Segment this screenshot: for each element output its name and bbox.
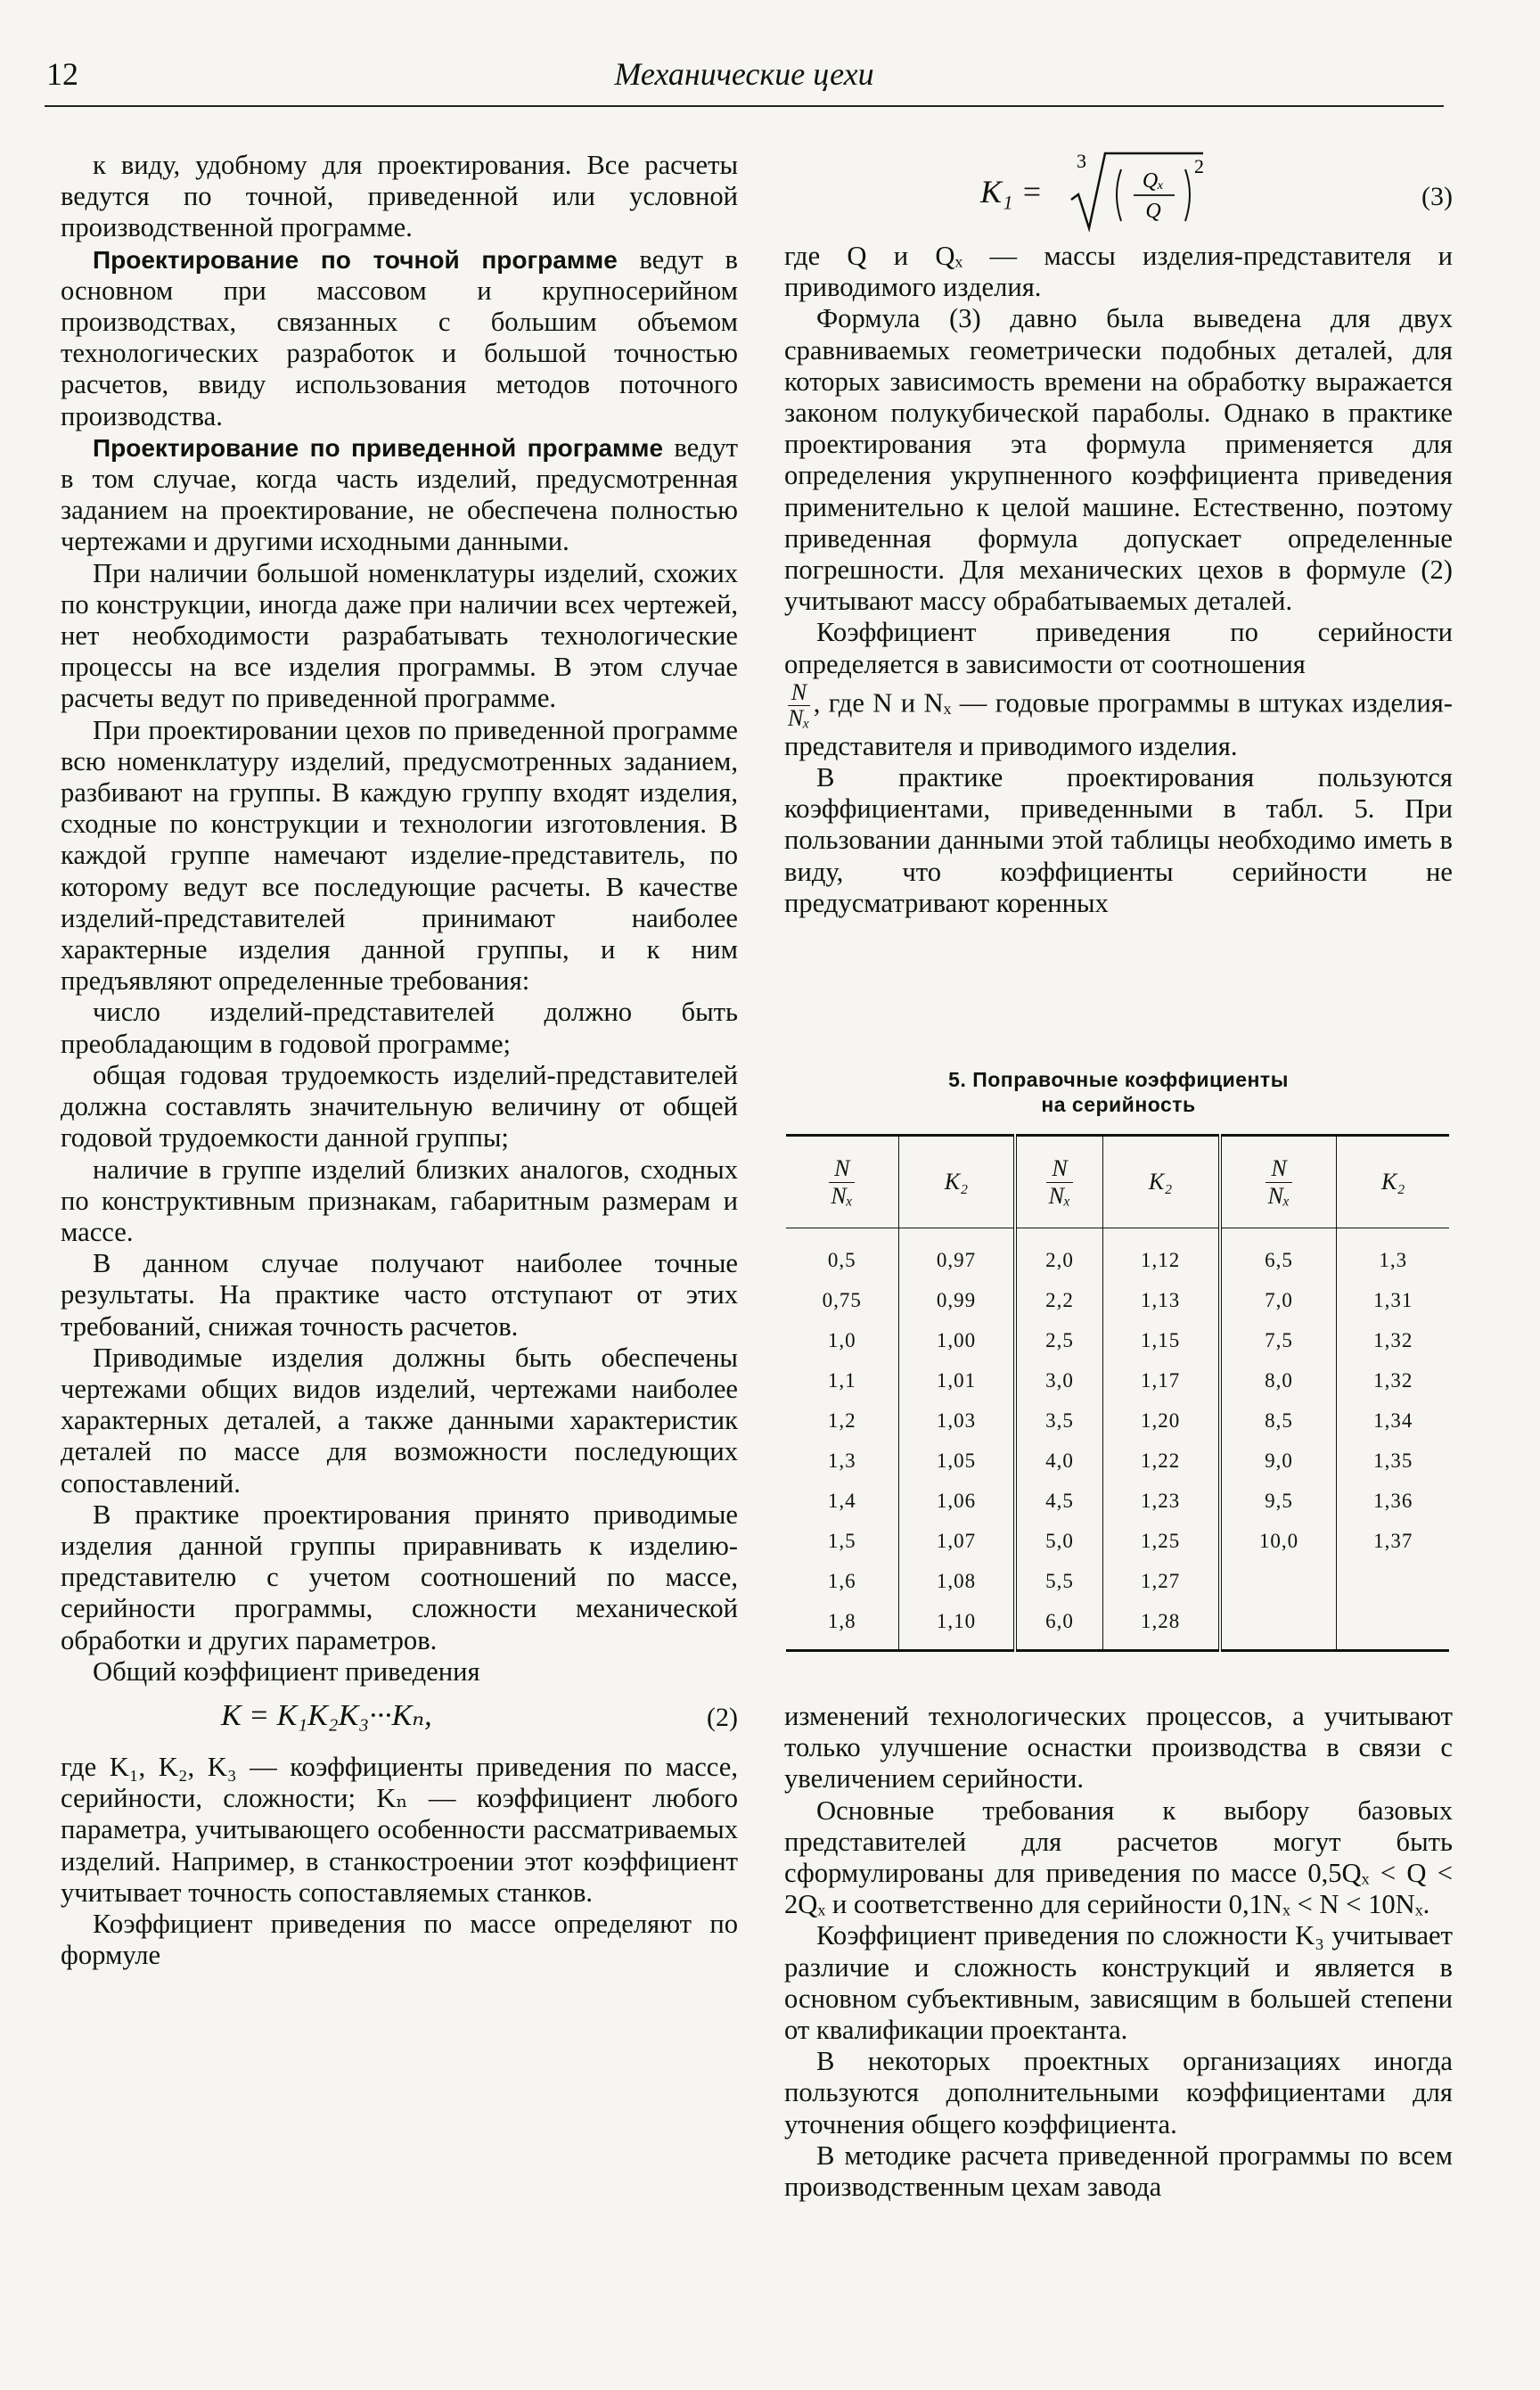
running-title: Механические цехи — [614, 56, 874, 92]
table-cell: 8,5 — [1220, 1400, 1337, 1441]
paragraph: Коэффициент приведения по массе определяют по формуле — [61, 1908, 738, 1971]
page-header — [45, 52, 1444, 107]
table-cell: 6,5 — [1220, 1228, 1337, 1281]
table-row — [786, 1280, 1449, 1320]
table-cell: 1,15 — [1102, 1320, 1219, 1360]
table-cell: 1,00 — [898, 1320, 1015, 1360]
paragraph: Общий коэффициент приведения — [93, 1655, 480, 1687]
formula-2 — [61, 1688, 738, 1752]
table-cell: 2,2 — [1015, 1280, 1102, 1320]
paragraph: Коэффициент приведения по сложности K₃ учитывает различие и сложность конструкций и является в основном субъективным, зависящим в большей степени от квалификации проектанта. — [784, 1920, 1453, 2046]
formula-3-cube-root — [1069, 148, 1239, 234]
paragraph — [61, 432, 738, 558]
left-column — [61, 150, 738, 1971]
table-cell: 1,8 — [827, 1609, 856, 1632]
ratio-fraction — [788, 680, 810, 731]
paragraph — [61, 244, 738, 432]
paragraph-text: ведут в том случае, когда часть изделий, предусмотренная заданием на проектирование, не обеспечена полностью чертежами и другими исходными данными. — [61, 431, 738, 557]
paragraph-lead-term: Проектирование по точной программе — [93, 245, 618, 274]
table-cell: 10,0 — [1220, 1521, 1337, 1561]
header-ratio-fraction — [1266, 1155, 1291, 1210]
table-cell: 1,07 — [898, 1521, 1015, 1561]
table-cell: 1,25 — [1102, 1521, 1219, 1561]
right-column-top — [784, 241, 1453, 919]
table-cell: 9,0 — [1220, 1441, 1337, 1481]
table-cell — [1220, 1601, 1337, 1651]
paragraph: общая годовая трудоемкость изделий-представителей должна составлять значительную величину от общей годовой трудоемкости данной группы; — [61, 1059, 738, 1154]
paragraph-text: , где N и Nₓ — годовые программы в штуках изделия-представителя и приводимого изделия. — [784, 687, 1453, 761]
table-cell: 1,6 — [827, 1569, 856, 1592]
table-body — [786, 1228, 1449, 1651]
table-cell: 1,01 — [898, 1360, 1015, 1400]
paragraph: В некоторых проектных организациях иногда пользуются дополнительными коэффициентами для уточнения общего коэффициента. — [784, 2046, 1453, 2140]
table-cell: 1,31 — [1337, 1280, 1449, 1320]
fraction-denominator: Nₓ — [788, 704, 810, 731]
paragraph: наличие в группе изделий близких аналогов, сходных по конструктивным признакам, габаритным размерам и массе. — [61, 1154, 738, 1247]
table-cell: 3,5 — [1015, 1400, 1102, 1441]
paragraph: Коэффициент приведения по серийности определяется в зависимости от соотношения — [784, 617, 1453, 679]
header-k2: K₂ — [898, 1136, 1015, 1228]
table-cell: 1,20 — [1102, 1400, 1219, 1441]
right-column-bottom-paragraphs — [784, 1701, 1453, 2203]
header-ratio — [1015, 1136, 1102, 1228]
formula-3-numerator: Qₓ — [1142, 169, 1165, 193]
header-k2: K₂ — [1337, 1136, 1449, 1228]
table-cell: 5,0 — [1015, 1521, 1102, 1561]
header-ratio-denominator: Nₓ — [831, 1182, 854, 1209]
table-cell: 1,10 — [898, 1601, 1015, 1651]
header-ratio — [786, 1136, 898, 1228]
table-cell: 1,4 — [827, 1489, 856, 1512]
table-cell: 1,32 — [1337, 1360, 1449, 1400]
table-row — [786, 1441, 1449, 1481]
table-cell: 1,13 — [1102, 1280, 1219, 1320]
table-cell: 1,0 — [827, 1328, 856, 1351]
paragraph: Приводимые изделия должны быть обеспечены чертежами общих видов изделий, чертежами наиболее характерных деталей, а также данными характеристик деталей по массе для возможности последующих сопоставлений. — [61, 1342, 738, 1499]
table-cell — [1337, 1561, 1449, 1601]
table-cell: 1,28 — [1102, 1601, 1219, 1651]
paragraph: В практике проектирования принято приводимые изделия данной группы приравнивать к изделию-представителю с учетом соотношений по массе, серийности программы, сложности механической обработки и других параметров. — [61, 1499, 738, 1655]
table-cell: 1,27 — [1102, 1561, 1219, 1601]
right-column-bottom — [784, 1701, 1453, 2203]
paragraph: В данном случае получают наиболее точные результаты. На практике часто отступают от этих требований, снижая точность расчетов. — [61, 1248, 738, 1342]
paragraph: Формула (3) давно была выведена для двух сравниваемых геометрически подобных деталей, для которых зависимость времени на обработку выражается законом полукубической параболы. Однако в практике проектирования эта формула применяется для определения укрупненного коэффициента приведения применительно к целой машине. Естественно, поэтому приведенная формула допускает определенные погрешности. Для механических цехов в формуле (2) учитывают массу обрабатываемых деталей. — [784, 303, 1453, 617]
table-cell: 1,05 — [898, 1441, 1015, 1481]
header-ratio-denominator: Nₓ — [1267, 1182, 1290, 1209]
table-row — [786, 1561, 1449, 1601]
paragraph: При проектировании цехов по приведенной программе всю номенклатуру изделий, предусмотренных заданием, разбивают на группы. В каждую группу входят изделия, сходные по конструкции и технологии изготовления. В каждой группе намечают изделие-представитель, по которому ведут все последующие расчеты. В качестве изделий-представителей принимают наиболее характерные изделия данной группы, и к ним предъявляют определенные требования: — [61, 714, 738, 997]
table-cell: 4,0 — [1015, 1441, 1102, 1481]
header-ratio-fraction — [829, 1155, 855, 1210]
formula-3-lhs: K₁ = — [980, 174, 1043, 209]
formula-2-number: (2) — [707, 1702, 738, 1732]
table-cell: 5,5 — [1015, 1561, 1102, 1601]
table-cell: 1,3 — [827, 1449, 856, 1472]
paragraph: В практике проектирования пользуются коэффициентами, приведенными в табл. 5. При пользовании данными этой таблицы необходимо иметь в виду, что коэффициенты серийности не предусматривают коренных — [784, 762, 1453, 918]
header-ratio — [1220, 1136, 1337, 1228]
header-ratio-numerator: N — [1046, 1155, 1072, 1183]
formula-3-root-index: 3 — [1077, 150, 1086, 172]
table-cell — [1220, 1561, 1337, 1601]
table-cell: 0,97 — [898, 1228, 1015, 1281]
table-cell: 1,32 — [1337, 1320, 1449, 1360]
table-row — [786, 1320, 1449, 1360]
table-cell: 1,34 — [1337, 1400, 1449, 1441]
table-cell: 1,17 — [1102, 1360, 1219, 1400]
paragraph — [784, 680, 1453, 762]
left-column-paragraphs — [61, 150, 738, 1688]
left-column-paragraphs-after — [61, 1752, 738, 1971]
table-caption — [784, 1067, 1453, 1117]
table-caption-line-1: 5. Поправочные коэффициенты — [948, 1068, 1289, 1091]
table-cell: 0,99 — [898, 1280, 1015, 1320]
table-cell: 1,22 — [1102, 1441, 1219, 1481]
table-cell: 1,23 — [1102, 1481, 1219, 1521]
paragraph: где K₁, K₂, K₃ — коэффициенты приведения по массе, серийности, сложности; Kₙ — коэффициент любого параметра, учитывающего особенности рассматриваемых изделий. Например, в станкостроении этот коэффициент учитывает точность сопоставляемых станков. — [61, 1751, 738, 1908]
header-ratio-denominator: Nₓ — [1048, 1182, 1071, 1209]
table-cell: 2,5 — [1015, 1320, 1102, 1360]
table-cell: 6,0 — [1015, 1601, 1102, 1651]
table-cell: 1,5 — [827, 1529, 856, 1552]
paragraph-text: ведут в основном при массовом и крупносерийном производствах, связанных с большим объемом технологических разработок и большой точностью расчетов, ввиду использования методов поточного производства. — [61, 243, 738, 431]
paragraph: При наличии большой номенклатуры изделий, схожих по конструкции, иногда даже при наличии всех чертежей, нет необходимости разрабатывать технологические процессы на все изделия программы. В этом случае расчеты ведут по приведенной программе. — [61, 557, 738, 714]
formula-3-power: 2 — [1194, 155, 1204, 177]
table-row — [786, 1228, 1449, 1281]
table-caption-line-2: на серийность — [1041, 1093, 1196, 1116]
table-cell: 7,0 — [1220, 1280, 1337, 1320]
formula-2-expression: K = K₁K₂K₃···Kₙ, — [221, 1698, 432, 1732]
formula-3-number: (3) — [1421, 182, 1453, 211]
correction-coefficients-table — [786, 1134, 1449, 1652]
paragraph: к виду, удобному для проектирования. Все расчеты ведутся по точной, приведенной или условной производственной программе. — [61, 150, 738, 243]
formula-3-denominator: Q — [1145, 200, 1161, 223]
table-cell: 1,08 — [898, 1561, 1015, 1601]
table-cell: 1,1 — [827, 1368, 856, 1392]
table-cell: 2,0 — [1015, 1228, 1102, 1281]
table-cell: 0,75 — [822, 1288, 862, 1311]
header-ratio-numerator: N — [1266, 1155, 1291, 1183]
table-cell: 1,37 — [1337, 1521, 1449, 1561]
header-k2: K₂ — [1102, 1136, 1219, 1228]
table-cell: 1,3 — [1337, 1228, 1449, 1281]
table-cell: 0,5 — [827, 1248, 856, 1271]
paragraph: Основные требования к выбору базовых представителей для расчетов могут быть сформулированы для приведения по массе 0,5Qₓ < Q < 2Qₓ и соответственно для серийности 0,1Nₓ < N < 10Nₓ. — [784, 1795, 1453, 1920]
table-cell: 7,5 — [1220, 1320, 1337, 1360]
table-cell: 1,35 — [1337, 1441, 1449, 1481]
table-cell: 1,12 — [1102, 1228, 1219, 1281]
table-cell: 1,2 — [827, 1409, 856, 1432]
paragraph: где Q и Qₓ — массы изделия-представителя и приводимого изделия. — [784, 241, 1453, 303]
paragraph-lead-term: Проектирование по приведенной программе — [93, 433, 664, 462]
table-row — [786, 1481, 1449, 1521]
table-cell: 3,0 — [1015, 1360, 1102, 1400]
header-ratio-fraction — [1046, 1155, 1072, 1210]
paragraph: В методике расчета приведенной программы по всем производственным цехам завода — [784, 2140, 1453, 2203]
header-ratio-numerator: N — [829, 1155, 855, 1183]
table-cell: 1,36 — [1337, 1481, 1449, 1521]
table-row — [786, 1360, 1449, 1400]
fraction-numerator: N — [788, 680, 810, 706]
table-row — [786, 1521, 1449, 1561]
table-header-row — [786, 1136, 1449, 1228]
table-row — [786, 1400, 1449, 1441]
page-number: 12 — [46, 56, 78, 92]
table-cell: 4,5 — [1015, 1481, 1102, 1521]
paragraph: изменений технологических процессов, а учитывают только улучшение оснастки производства в связи с увеличением серийности. — [784, 1701, 1453, 1795]
paragraph: число изделий-представителей должно быть преобладающим в годовой программе; — [61, 997, 738, 1059]
formula-3 — [980, 136, 1453, 238]
table-row — [786, 1601, 1449, 1651]
table-cell: 1,06 — [898, 1481, 1015, 1521]
table-cell: 9,5 — [1220, 1481, 1337, 1521]
right-column-top-paragraphs — [784, 241, 1453, 919]
table-cell — [1337, 1601, 1449, 1651]
table-cell: 8,0 — [1220, 1360, 1337, 1400]
table-cell: 1,03 — [898, 1400, 1015, 1441]
